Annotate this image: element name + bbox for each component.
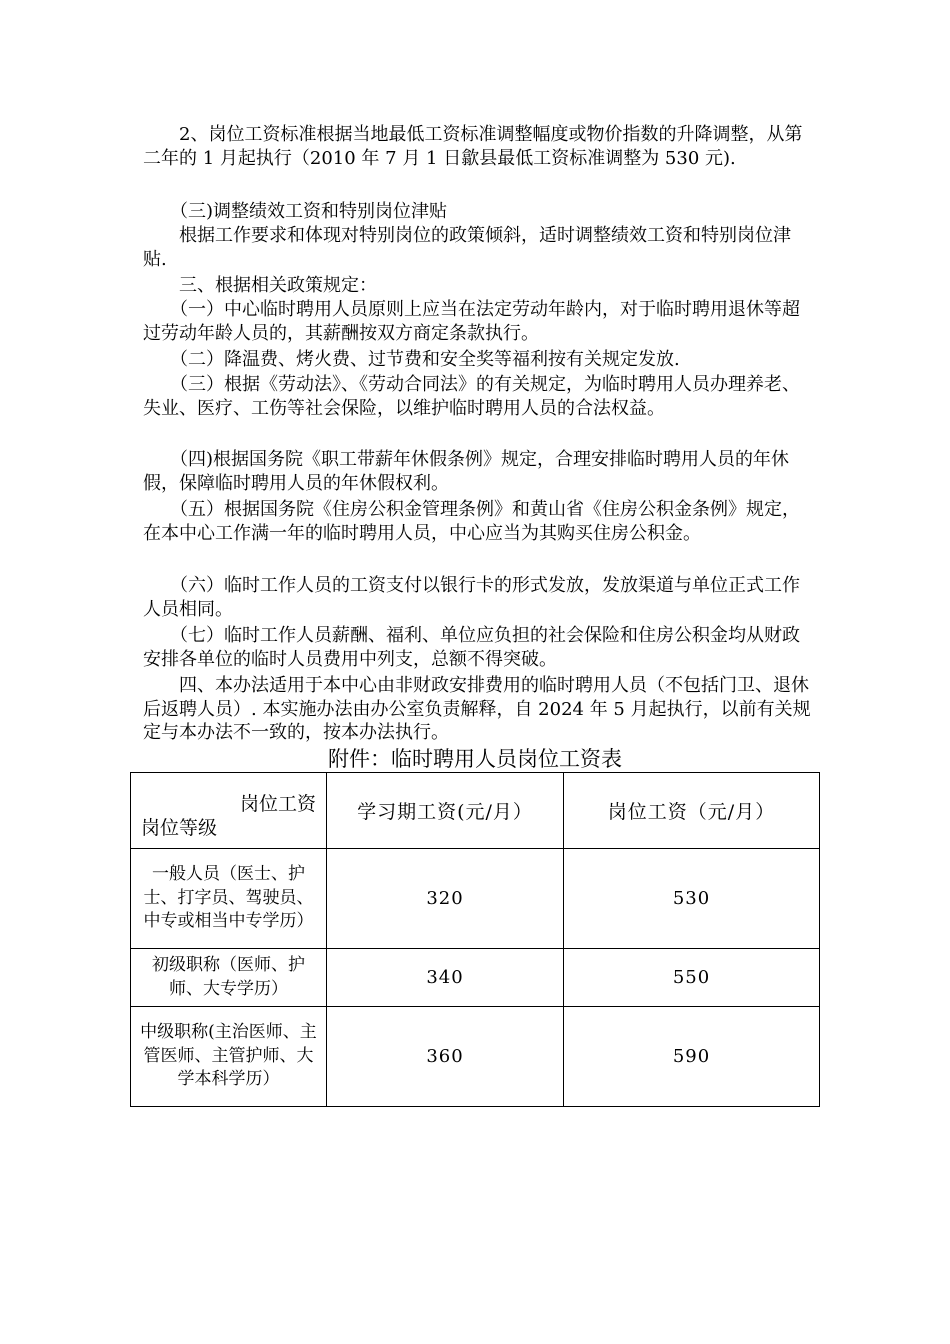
- level-cell: 初级职称（医师、护师、大专学历）: [131, 949, 327, 1007]
- paragraph-policy-heading: 三、根据相关政策规定：: [143, 275, 377, 296]
- study-wage-cell: 340: [327, 949, 564, 1007]
- corner-label-level: 岗位等级: [141, 817, 218, 839]
- paragraph-wage-adjustment: 2、岗位工资标准根据当地最低工资标准调整幅度或物价指数的升降调整，从第二年的 1 月起执行（2010 年 7 月 1 日歙县最低工资标准调整为 530 元).: [143, 124, 803, 169]
- table-row: [131, 1007, 820, 1107]
- paragraph-policy-2: （二）降温费、烤火费、过节费和安全奖等福利按有关规定发放.: [143, 349, 680, 370]
- study-wage-cell: 360: [327, 1007, 564, 1107]
- paragraph-policy-1: （一）中心临时聘用人员原则上应当在法定劳动年龄内，对于临时聘用退休等超过劳动年龄人员的，其薪酬按双方商定条款执行。: [143, 299, 800, 344]
- study-wage-cell: 320: [327, 849, 564, 949]
- paragraph-policy-7: （七）临时工作人员薪酬、福利、单位应负担的社会保险和住房公积金均从财政安排各单位的临时人员费用中列支，总额不得突破。: [143, 625, 800, 670]
- paragraph-scope: 四、本办法适用于本中心由非财政安排费用的临时聘用人员（不包括门卫、退休后返聘人员）. 本实施办法由办公室负责解释，自 2024 年 5 月起执行，以前有关规定与本办法不一致的，按本办法执行。: [143, 675, 811, 743]
- paragraph-section-3-heading: （三)调整绩效工资和特别岗位津贴: [143, 201, 448, 222]
- level-cell: 中级职称(主治医师、主管医师、主管护师、大学本科学历）: [131, 1007, 327, 1107]
- header-study-wage: 学习期工资(元/月）: [327, 773, 564, 849]
- paragraph-performance-wage: 根据工作要求和体现对特别岗位的政策倾斜，适时调整绩效工资和特别岗位津贴.: [143, 225, 791, 270]
- paragraph-policy-3: （三）根据《劳动法》、《劳动合同法》的有关规定，为临时聘用人员办理养老、失业、医疗、工伤等社会保险，以维护临时聘用人员的合法权益。: [143, 374, 800, 419]
- paragraph-policy-5: （五）根据国务院《住房公积金管理条例》和黄山省《住房公积金条例》规定，在本中心工作满一年的临时聘用人员，中心应当为其购买住房公积金。: [143, 499, 800, 544]
- wage-table: [130, 772, 820, 1107]
- paragraph-policy-6: （六）临时工作人员的工资支付以银行卡的形式发放，发放渠道与单位正式工作人员相同。: [143, 575, 800, 620]
- table-row: [131, 949, 820, 1007]
- diagonal-header-cell: [131, 773, 327, 849]
- post-wage-cell: 590: [564, 1007, 820, 1107]
- corner-label-wage: 岗位工资: [239, 793, 316, 815]
- post-wage-cell: 550: [564, 949, 820, 1007]
- table-caption: 附件：临时聘用人员岗位工资表: [328, 747, 622, 771]
- table-header-row: [131, 773, 820, 849]
- post-wage-cell: 530: [564, 849, 820, 949]
- table-row: [131, 849, 820, 949]
- level-cell: 一般人员（医士、护士、打字员、驾驶员、中专或相当中专学历）: [131, 849, 327, 949]
- header-post-wage: 岗位工资（元/月）: [564, 773, 820, 849]
- paragraph-policy-4: （四)根据国务院《职工带薪年休假条例》规定，合理安排临时聘用人员的年休假，保障临时聘用人员的年休假权利。: [143, 449, 790, 494]
